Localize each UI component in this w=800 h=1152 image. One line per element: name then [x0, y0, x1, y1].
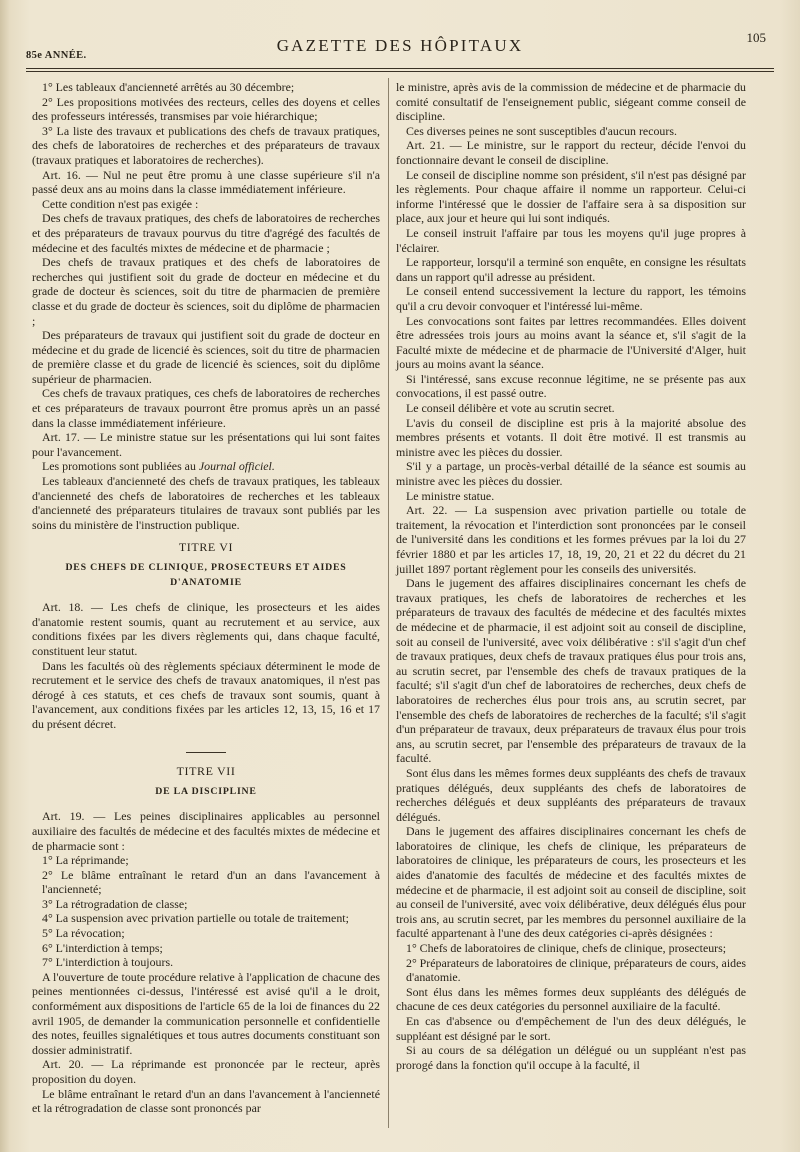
list-item: 2° Le blâme entraînant le retard d'un an dans l'avancement à l'ancienneté;	[42, 867, 380, 897]
column-divider	[388, 78, 389, 1128]
titre-vii-subheading: DE LA DISCIPLINE	[155, 785, 257, 797]
paragraph: Ces diverses peines ne sont susceptibles d'aucun recours.	[406, 123, 677, 138]
list-item: 3° La rétrogradation de classe;	[42, 896, 188, 911]
titre-vi-heading: TITRE VI	[178, 540, 234, 555]
list-item: 6° L'interdiction à temps;	[42, 940, 163, 955]
paragraph: Ces chefs de travaux pratiques, ces chefs de laboratoires de recherches et ces préparateurs de travaux pourront être promus après un an passé dans la classe immédiatement inférieure.	[32, 386, 380, 430]
paragraph: Sont élus dans les mêmes formes deux suppléants des chefs de travaux pratiques délégués, deux suppléants des chefs de laboratoires de recherches délégués et deux suppléants des préparateurs de travaux délégués.	[396, 765, 746, 824]
paragraph: Cette condition n'est pas exigée :	[42, 196, 199, 211]
article-19: Art. 19. — Les peines disciplinaires applicables au personnel auxiliaire des facultés de médecine et des facultés mixtes de médecine et de pharmacie sont :	[32, 809, 380, 853]
paragraph: Dans les facultés où des règlements spéciaux déterminent le mode de recrutement et le service des chefs de travaux anatomiques, il n'est pas dérogé à ces statuts, et ces chefs de travaux sont soumis, quant à l'avancement, aux conditions fixées par les articles 12, 13, 15, 16 et 17 du présent décret.	[32, 658, 380, 731]
page-number: 105	[746, 30, 766, 45]
text-span: Les promotions sont publiées au	[42, 459, 199, 474]
article-20: Art. 20. — La réprimande est prononcée par le recteur, après proposition du doyen.	[32, 1057, 380, 1086]
paragraph: Des chefs de travaux pratiques et des chefs de laboratoires de recherches qui justifient soit du grade de docteur en médecine et du grade de docteur ès sciences, soit du titre de pharmacien de première classe et du grade de docteur ès sciences, soit du diplôme de pharmacien ;	[32, 255, 380, 328]
paragraph: S'il y a partage, un procès-verbal détaillé de la séance est soumis au ministre avec les pièces du dossier.	[396, 459, 746, 489]
left-column	[32, 80, 380, 1116]
paragraph	[32, 459, 380, 474]
header-rule	[26, 68, 774, 69]
paragraph: Les tableaux d'ancienneté des chefs de travaux pratiques, les tableaux d'ancienneté des chefs de laboratoires de recherches et les tableaux d'ancienneté des préparateurs titulaires de travaux sont publiés par les soins du ministère de l'instruction publique.	[32, 474, 380, 532]
paragraph: L'avis du conseil de discipline est pris à la majorité absolue des membres présents et votants. Il doit être motivé. Il est transmis au ministre avec les pièces du dossier.	[396, 415, 746, 459]
titre-vi-subheading: DES CHEFS DE CLINIQUE, PROSECTEURS ET AIDES D'ANATOMIE	[65, 562, 347, 588]
paragraph: Le conseil entend successivement la lecture du rapport, les témoins qu'il a cru devoir convoquer et l'intéressé lui-même.	[396, 284, 746, 313]
list-item: 1° La réprimande;	[42, 853, 129, 868]
year-label: 85e ANNÉE.	[26, 50, 87, 61]
list-item: 7° L'interdiction à toujours.	[42, 955, 174, 970]
article-18: Art. 18. — Les chefs de clinique, les prosecteurs et les aides d'anatomie restent soumis, quant au recrutement et au service, aux conditions fixées par les divers règlements qui, dans chaque faculté, constituent leur statut.	[32, 600, 380, 658]
paragraph: En cas d'absence ou d'empêchement de l'un des deux délégués, le suppléant est désigné par le sort.	[396, 1014, 746, 1043]
article-17: Art. 17. — Le ministre statue sur les présentations qui lui sont faites pour l'avancement.	[32, 430, 380, 459]
list-item: 5° La révocation;	[42, 926, 125, 941]
titre-vii-heading: TITRE VII	[176, 764, 236, 779]
section-separator	[32, 742, 380, 757]
article-21: Art. 21. — Le ministre, sur le rapport du recteur, décide l'envoi du fonctionnaire devant le conseil de discipline.	[396, 138, 746, 167]
paragraph: A l'ouverture de toute procédure relative à l'application de chacune des peines mentionnées ci-dessus, l'intéressé est avisé qu'il a le droit, conformément aux dispositions de l'article 65 de la loi de finances du 22 avril 1905, de demander la communication personnelle et confidentielle des notes, feuilles signalétiques et tous autres documents constituant son dossier administratif.	[32, 969, 380, 1057]
paragraph: Des préparateurs de travaux qui justifient soit du grade de docteur en médecine et du grade de licencié ès sciences, soit du titre de pharmacien de première classe et du grade de licencié ès sciences, soit du diplôme supérieur de pharmacien.	[32, 328, 380, 386]
paragraph: Dans le jugement des affaires disciplinaires concernant les chefs de travaux pratiques, les chefs de laboratoires de recherches et les préparateurs de travaux des facultés de médecine et des facultés mixtes de médecine et de pharmacie, il est adjoint soit au conseil de discipline, soit au conseil de l'université, avec voix délibérative : s'il s'agit d'un chef de travaux pratiques, deux chefs de travaux pratiques élus pour trois ans, au scrutin secret, par l'ensemble des chefs de travaux pratiques de la faculté; s'il s'agit d'un chef de laboratoires de recherches, deux chefs de laboratoires de recherches élus pour trois ans, au scrutin secret, par l'ensemble des chefs de laboratoires de recherches de la faculté; s'il s'agit d'un préparateur de travaux, deux préparateurs de travaux élus pour trois ans, au scrutin secret, par l'ensemble des préparateurs de travaux de la faculté.	[396, 576, 746, 766]
paragraph: Le rapporteur, lorsqu'il a terminé son enquête, en consigne les résultats dans un rapport qu'il adresse au président.	[396, 255, 746, 284]
paragraph: Le blâme entraînant le retard d'un an dans l'avancement à l'ancienneté et la rétrogradation de classe sont prononcés par	[32, 1086, 380, 1116]
article-16: Art. 16. — Nul ne peut être promu à une classe supérieure s'il n'a passé deux ans au moins dans la classe immédiatement inférieure.	[32, 167, 380, 197]
paragraph: 3° La liste des travaux et publications des chefs de travaux pratiques, des chefs de laboratoires de recherches et des préparateurs de travaux (travaux pratiques et laboratoires de recherches).	[32, 123, 380, 167]
paragraph: Les convocations sont faites par lettres recommandées. Elles doivent être adressées trois jours au moins avant la séance et, s'il s'agit de la Faculté mixte de médecine et de pharmacie de l'Université d'Alger, huit jours au moins avant la séance.	[396, 313, 746, 372]
list-item: 1° Chefs de laboratoires de clinique, chefs de clinique, prosecteurs;	[406, 941, 727, 956]
list-item: 4° La suspension avec privation partielle ou totale de traitement;	[42, 911, 349, 926]
paragraph: Le conseil instruit l'affaire par tous les moyens qu'il juge propres à l'éclairer.	[396, 225, 746, 255]
paragraph: Le conseil de discipline nomme son président, s'il n'est pas désigné par les règlements. Pour chaque affaire il nomme un rapporteur. Celui-ci informe l'intéressé que le dossier de l'affaire sera à sa disposition sur place, aux jour et heure qui lui sont indiqués.	[396, 167, 746, 226]
article-22: Art. 22. — La suspension avec privation partielle ou totale de traitement, la révocation et l'interdiction sont prononcées par le conseil de l'université dans les conditions et les formes prévues par la loi du 27 février 1880 et par les articles 17, 18, 19, 20, 21 et 22 du décret du 21 juillet 1897 portant règlement pour les conseils des universités.	[396, 503, 746, 576]
paragraph: Le conseil délibère et vote au scrutin secret.	[406, 401, 615, 416]
paragraph: 2° Les propositions motivées des recteurs, celles des doyens et celles des professeurs intéressés, transmises par voie hiérarchique;	[32, 94, 380, 124]
journal-officiel: Journal officiel.	[198, 459, 275, 474]
list-item: 2° Préparateurs de laboratoires de clinique, préparateurs de cours, aides d'anatomie.	[406, 955, 746, 985]
paragraph: Si au cours de sa délégation un délégué ou un suppléant n'est pas prorogé dans la fonction qu'il occupe à la faculté, il	[396, 1043, 746, 1072]
paragraph: Sont élus dans les mêmes formes deux suppléants des délégués de chacune de ces deux catégories du personnel auxiliaire de la faculté.	[396, 984, 746, 1014]
journal-title: GAZETTE DES HÔPITAUX	[276, 36, 524, 55]
paragraph: Si l'intéressé, sans excuse reconnue légitime, ne se présente pas aux convocations, il est passé outre.	[396, 371, 746, 401]
paragraph: Des chefs de travaux pratiques, des chefs de laboratoires de recherches et des préparateurs de travaux pourvus du titre d'agrégé des facultés de médecine et des facultés mixtes de médecine et de pharmacie ;	[32, 211, 380, 255]
paragraph: Le ministre statue.	[406, 488, 495, 503]
paragraph: le ministre, après avis de la commission de médecine et de pharmacie du comité consultatif de l'enseignement public, siégeant comme conseil de discipline.	[396, 80, 746, 124]
right-column	[396, 80, 746, 1072]
header-rule-second	[26, 71, 774, 72]
paragraph: Dans le jugement des affaires disciplinaires concernant les chefs de laboratoires de clinique, les chefs de clinique, les préparateurs de laboratoires de clinique, les préparateurs de cours, les prosecteurs et les aides d'anatomie des facultés de médecine et des facultés mixtes de médecine et de pharmacie, il est adjoint soit au conseil de discipline, soit au conseil de l'université, avec voix délibérative, deux délégués élus pour trois ans, au scrutin secret, par les membres du personnel auxiliaire de la faculté appartenant à l'une des deux catégories ci-après désignées :	[396, 824, 746, 941]
paragraph: 1° Les tableaux d'ancienneté arrêtés au 30 décembre;	[42, 80, 295, 94]
page-header	[26, 30, 774, 70]
